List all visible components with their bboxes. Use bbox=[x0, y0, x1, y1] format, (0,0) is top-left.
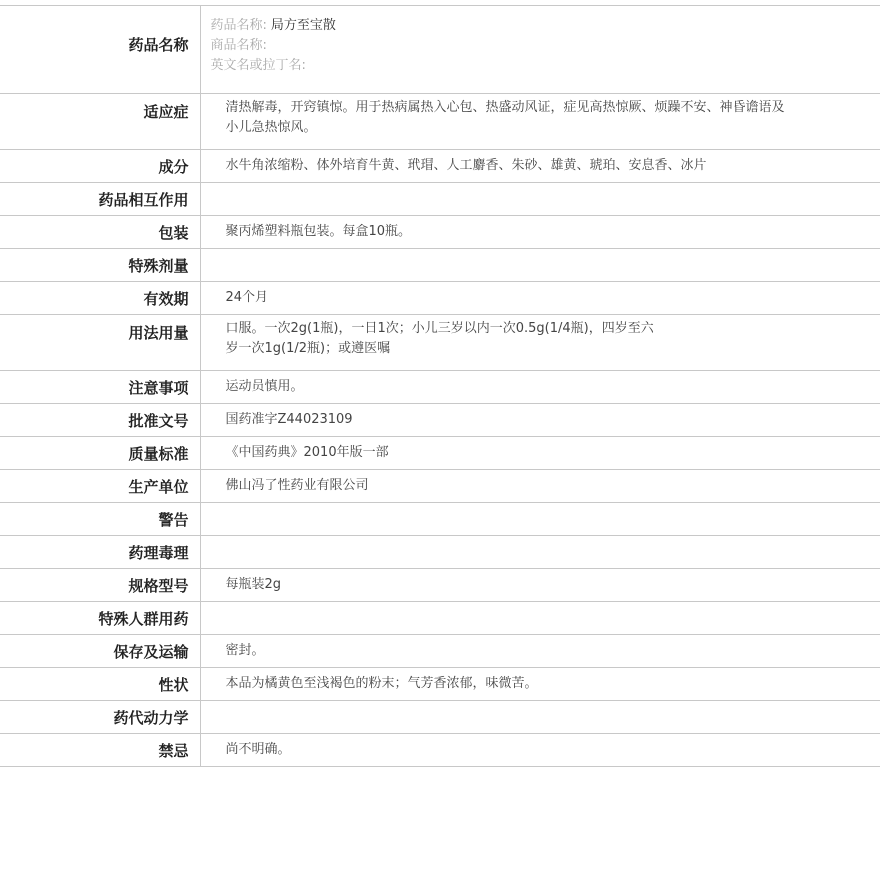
row-approval-number bbox=[0, 404, 880, 437]
special-dosage-value bbox=[200, 249, 880, 282]
trade-name-line bbox=[211, 36, 791, 56]
interactions-value bbox=[200, 183, 880, 216]
row-pharmacokinetics bbox=[0, 701, 880, 734]
description-value: 本品为橘黄色至浅褐色的粉末；气芳香浓郁，味微苦。 bbox=[200, 668, 880, 701]
special-population-label: 特殊人群用药 bbox=[0, 602, 200, 635]
row-drug-name bbox=[0, 6, 880, 94]
warning-label: 警告 bbox=[0, 503, 200, 536]
quality-standard-value: 《中国药典》2010年版一部 bbox=[200, 437, 880, 470]
row-special-dosage bbox=[0, 249, 880, 282]
row-special-population bbox=[0, 602, 880, 635]
dosage-cell bbox=[200, 315, 880, 371]
ingredients-value: 水牛角浓缩粉、体外培育牛黄、玳瑁、人工麝香、朱砂、雄黄、琥珀、安息香、冰片 bbox=[200, 150, 880, 183]
ingredients-label: 成分 bbox=[0, 150, 200, 183]
approval-number-value: 国药准字Z44023109 bbox=[200, 404, 880, 437]
row-storage bbox=[0, 635, 880, 668]
shelf-life-value: 24个月 bbox=[200, 282, 880, 315]
english-name-key: 英文名或拉丁名: bbox=[210, 58, 306, 73]
drug-name-line bbox=[211, 16, 791, 36]
interactions-label: 药品相互作用 bbox=[0, 183, 200, 216]
pharmacokinetics-value bbox=[200, 701, 880, 734]
row-interactions bbox=[0, 183, 880, 216]
row-description bbox=[0, 668, 880, 701]
drug-name-value: 局方至宝散 bbox=[270, 18, 336, 33]
contraindications-label: 禁忌 bbox=[0, 734, 200, 767]
special-population-value bbox=[200, 602, 880, 635]
storage-label: 保存及运输 bbox=[0, 635, 200, 668]
packaging-label: 包装 bbox=[0, 216, 200, 249]
special-dosage-label: 特殊剂量 bbox=[0, 249, 200, 282]
row-manufacturer bbox=[0, 470, 880, 503]
row-contraindications bbox=[0, 734, 880, 767]
row-quality-standard bbox=[0, 437, 880, 470]
row-dosage bbox=[0, 315, 880, 371]
specification-value: 每瓶装2g bbox=[200, 569, 880, 602]
row-ingredients bbox=[0, 150, 880, 183]
specification-label: 规格型号 bbox=[0, 569, 200, 602]
drug-name-label: 药品名称 bbox=[0, 6, 200, 94]
precautions-value: 运动员慎用。 bbox=[200, 371, 880, 404]
row-packaging bbox=[0, 216, 880, 249]
pharmacology-value bbox=[200, 536, 880, 569]
english-name-line bbox=[211, 56, 791, 76]
dosage-line-1: 口服。一次2g(1瓶)，一日1次；小儿三岁以内一次0.5g(1/4瓶)，四岁至六 bbox=[225, 321, 654, 336]
warning-value bbox=[200, 503, 880, 536]
manufacturer-label: 生产单位 bbox=[0, 470, 200, 503]
row-indications bbox=[0, 94, 880, 150]
quality-standard-label: 质量标准 bbox=[0, 437, 200, 470]
description-label: 性状 bbox=[0, 668, 200, 701]
pharmacology-label: 药理毒理 bbox=[0, 536, 200, 569]
contraindications-value: 尚不明确。 bbox=[200, 734, 880, 767]
drug-name-cell bbox=[200, 6, 880, 94]
row-warning bbox=[0, 503, 880, 536]
packaging-value: 聚丙烯塑料瓶包装。每盒10瓶。 bbox=[200, 216, 880, 249]
indications-label: 适应症 bbox=[0, 94, 200, 150]
dosage-line-2: 岁一次1g(1/2瓶)；或遵医嘱 bbox=[225, 341, 391, 356]
approval-number-label: 批准文号 bbox=[0, 404, 200, 437]
storage-value: 密封。 bbox=[200, 635, 880, 668]
row-specification bbox=[0, 569, 880, 602]
row-pharmacology bbox=[0, 536, 880, 569]
precautions-label: 注意事项 bbox=[0, 371, 200, 404]
shelf-life-label: 有效期 bbox=[0, 282, 200, 315]
row-shelf-life bbox=[0, 282, 880, 315]
manufacturer-value: 佛山冯了性药业有限公司 bbox=[200, 470, 880, 503]
indications-value: 清热解毒，开窍镇惊。用于热病属热入心包、热盛动风证，症见高热惊厥、烦躁不安、神昏谵语及小儿急热惊风。 bbox=[200, 94, 880, 150]
row-precautions bbox=[0, 371, 880, 404]
dosage-label: 用法用量 bbox=[0, 315, 200, 371]
drug-name-key: 药品名称: bbox=[210, 18, 267, 33]
drug-info-table bbox=[0, 5, 880, 767]
pharmacokinetics-label: 药代动力学 bbox=[0, 701, 200, 734]
trade-name-key: 商品名称: bbox=[210, 38, 267, 53]
